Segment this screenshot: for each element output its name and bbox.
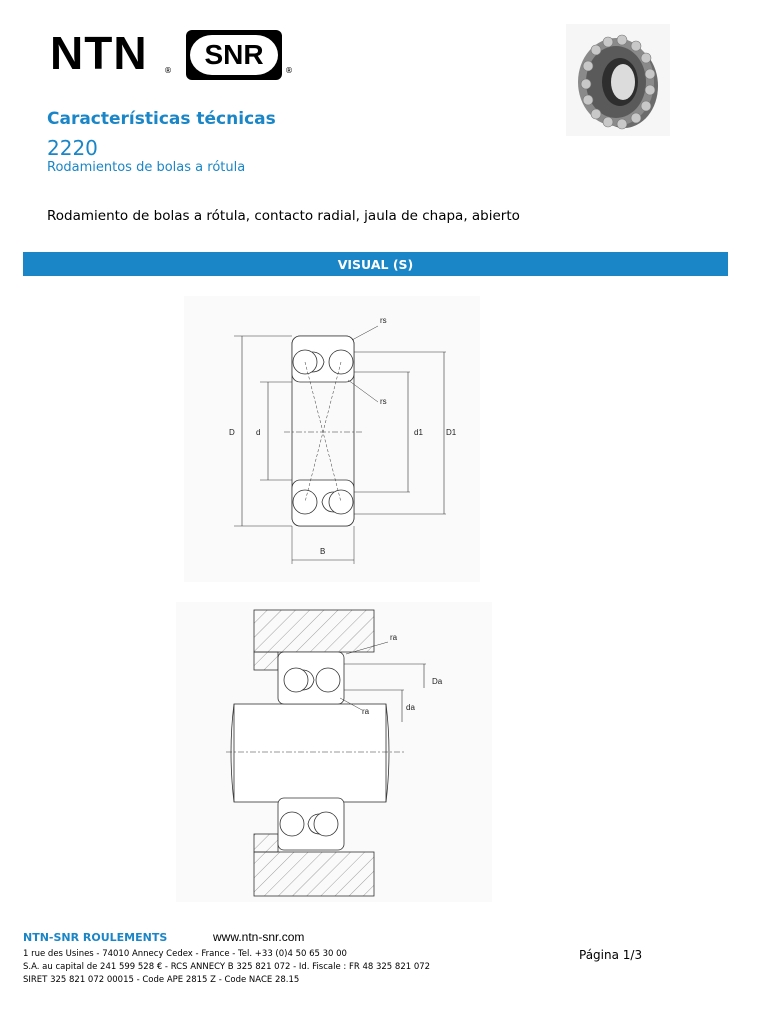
label-Da: Da [432,677,443,686]
label-ra-top: ra [390,633,398,642]
label-da: da [406,703,415,712]
ntn-logo-text: NTN [50,27,148,79]
label-ra-mid: ra [362,707,370,716]
label-D1: D1 [446,428,457,437]
bearing-mounting-diagram [176,602,492,902]
label-rs-top: rs [380,316,387,325]
footer-website-link[interactable]: www.ntn-snr.com [213,930,305,944]
label-d: d [256,428,261,437]
label-B: B [320,547,326,556]
snr-logo [186,30,282,80]
label-d1: d1 [414,428,423,437]
footer-address: 1 rue des Usines - 74010 Annecy Cedex - France - Tel. +33 (0)4 50 65 30 00 [23,949,347,959]
label-rs-mid: rs [380,397,387,406]
ntn-registered-mark: ® [164,66,172,75]
label-D: D [229,428,235,437]
bearing-dimension-diagram [184,296,480,582]
snr-registered-mark: ® [285,66,293,75]
ntn-logo [50,27,148,79]
footer-legal: S.A. au capital de 241 599 528 € - RCS ANNECY B 325 821 072 - Id. Fiscale : FR 48 325 821 072 [23,962,431,972]
visual-section-band [23,252,728,276]
visual-section-label: VISUAL (S) [337,256,414,272]
footer-company-name: NTN-SNR ROULEMENTS [23,931,168,944]
part-number: 2220 [47,136,98,160]
product-category: Rodamientos de bolas a rótula [47,160,246,175]
snr-logo-text: SNR [204,39,264,70]
page-number: Página 1/3 [579,948,643,962]
section-title: Características técnicas [47,109,276,129]
footer-siret: SIRET 325 821 072 00015 - Code APE 2815 Z - Code NACE 28.15 [23,975,300,985]
bearing-product-image [566,24,670,136]
product-description: Rodamiento de bolas a rótula, contacto radial, jaula de chapa, abierto [47,208,520,224]
